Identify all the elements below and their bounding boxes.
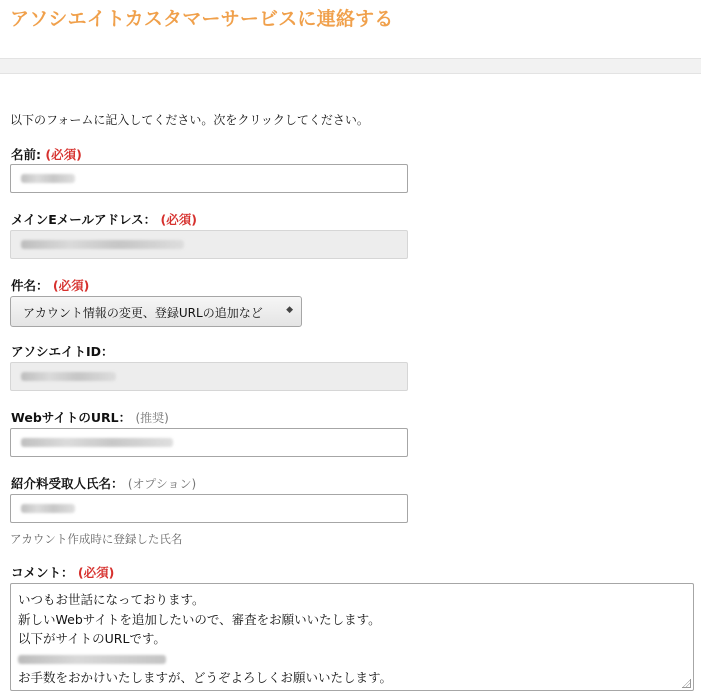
resize-handle-icon[interactable] [682,679,691,688]
referrer-name-input[interactable] [10,494,408,523]
redacted-url-block [18,655,166,664]
subject-required-marker: (必須) [52,278,90,293]
name-input[interactable] [10,164,408,193]
email-required-marker: (必須) [160,212,197,227]
referrer-name-redacted-value [21,504,75,513]
comment-line-redacted-url [18,649,693,669]
website-url-input[interactable] [10,428,408,457]
name-required-marker: (必須) [45,147,82,162]
associate-id-label-text: アソシエイトID： [11,344,114,359]
website-url-label-text: WebサイトのURL： [11,410,132,425]
comment-line: 以下がサイトのURLです。 [18,631,166,646]
email-redacted-value [21,240,184,249]
referrer-name-hint: (オプション) [127,477,197,491]
referrer-name-label [11,474,196,492]
email-label-text: メインEメールアドレス： [11,212,157,227]
comment-line: 新しいWebサイトを追加したいので、審査をお願いいたします。 [18,611,381,627]
comment-textarea[interactable] [10,583,694,691]
associate-id-field[interactable] [10,362,408,391]
website-url-label [11,408,169,426]
subject-label-text: 件名： [11,278,49,293]
referrer-name-helper-text: アカウント作成時に登録した氏名 [10,532,183,546]
email-field[interactable] [10,230,408,259]
name-redacted-value [21,174,75,183]
comment-label [11,563,114,581]
form-instructions: 以下のフォームに記入してください。次をクリックしてください。 [10,113,369,127]
comment-line: いつもお世話になっております。 [18,592,205,607]
name-label [11,145,82,163]
website-url-hint: (推奨) [135,411,169,425]
comment-line: お手数をおかけいたしますが、どうぞよろしくお願いいたします。 [18,670,393,685]
header-divider-band [0,58,701,74]
comment-required-marker: (必須) [77,565,115,580]
subject-selected-value: アカウント情報の変更、登録URLの追加など [23,306,263,320]
email-label [11,210,197,228]
associate-id-label [11,342,114,360]
page-title: アソシエイトカスタマーサービスに連絡する [10,8,394,30]
comment-label-text: コメント： [11,565,74,580]
name-label-text: 名前: [11,147,41,162]
select-updown-icon: ◆ [286,305,293,315]
referrer-name-label-text: 紹介料受取人氏名： [11,476,124,491]
associate-id-redacted-value [21,372,116,381]
subject-label [11,276,89,294]
subject-select[interactable] [10,296,302,327]
website-url-redacted-value [21,438,173,447]
